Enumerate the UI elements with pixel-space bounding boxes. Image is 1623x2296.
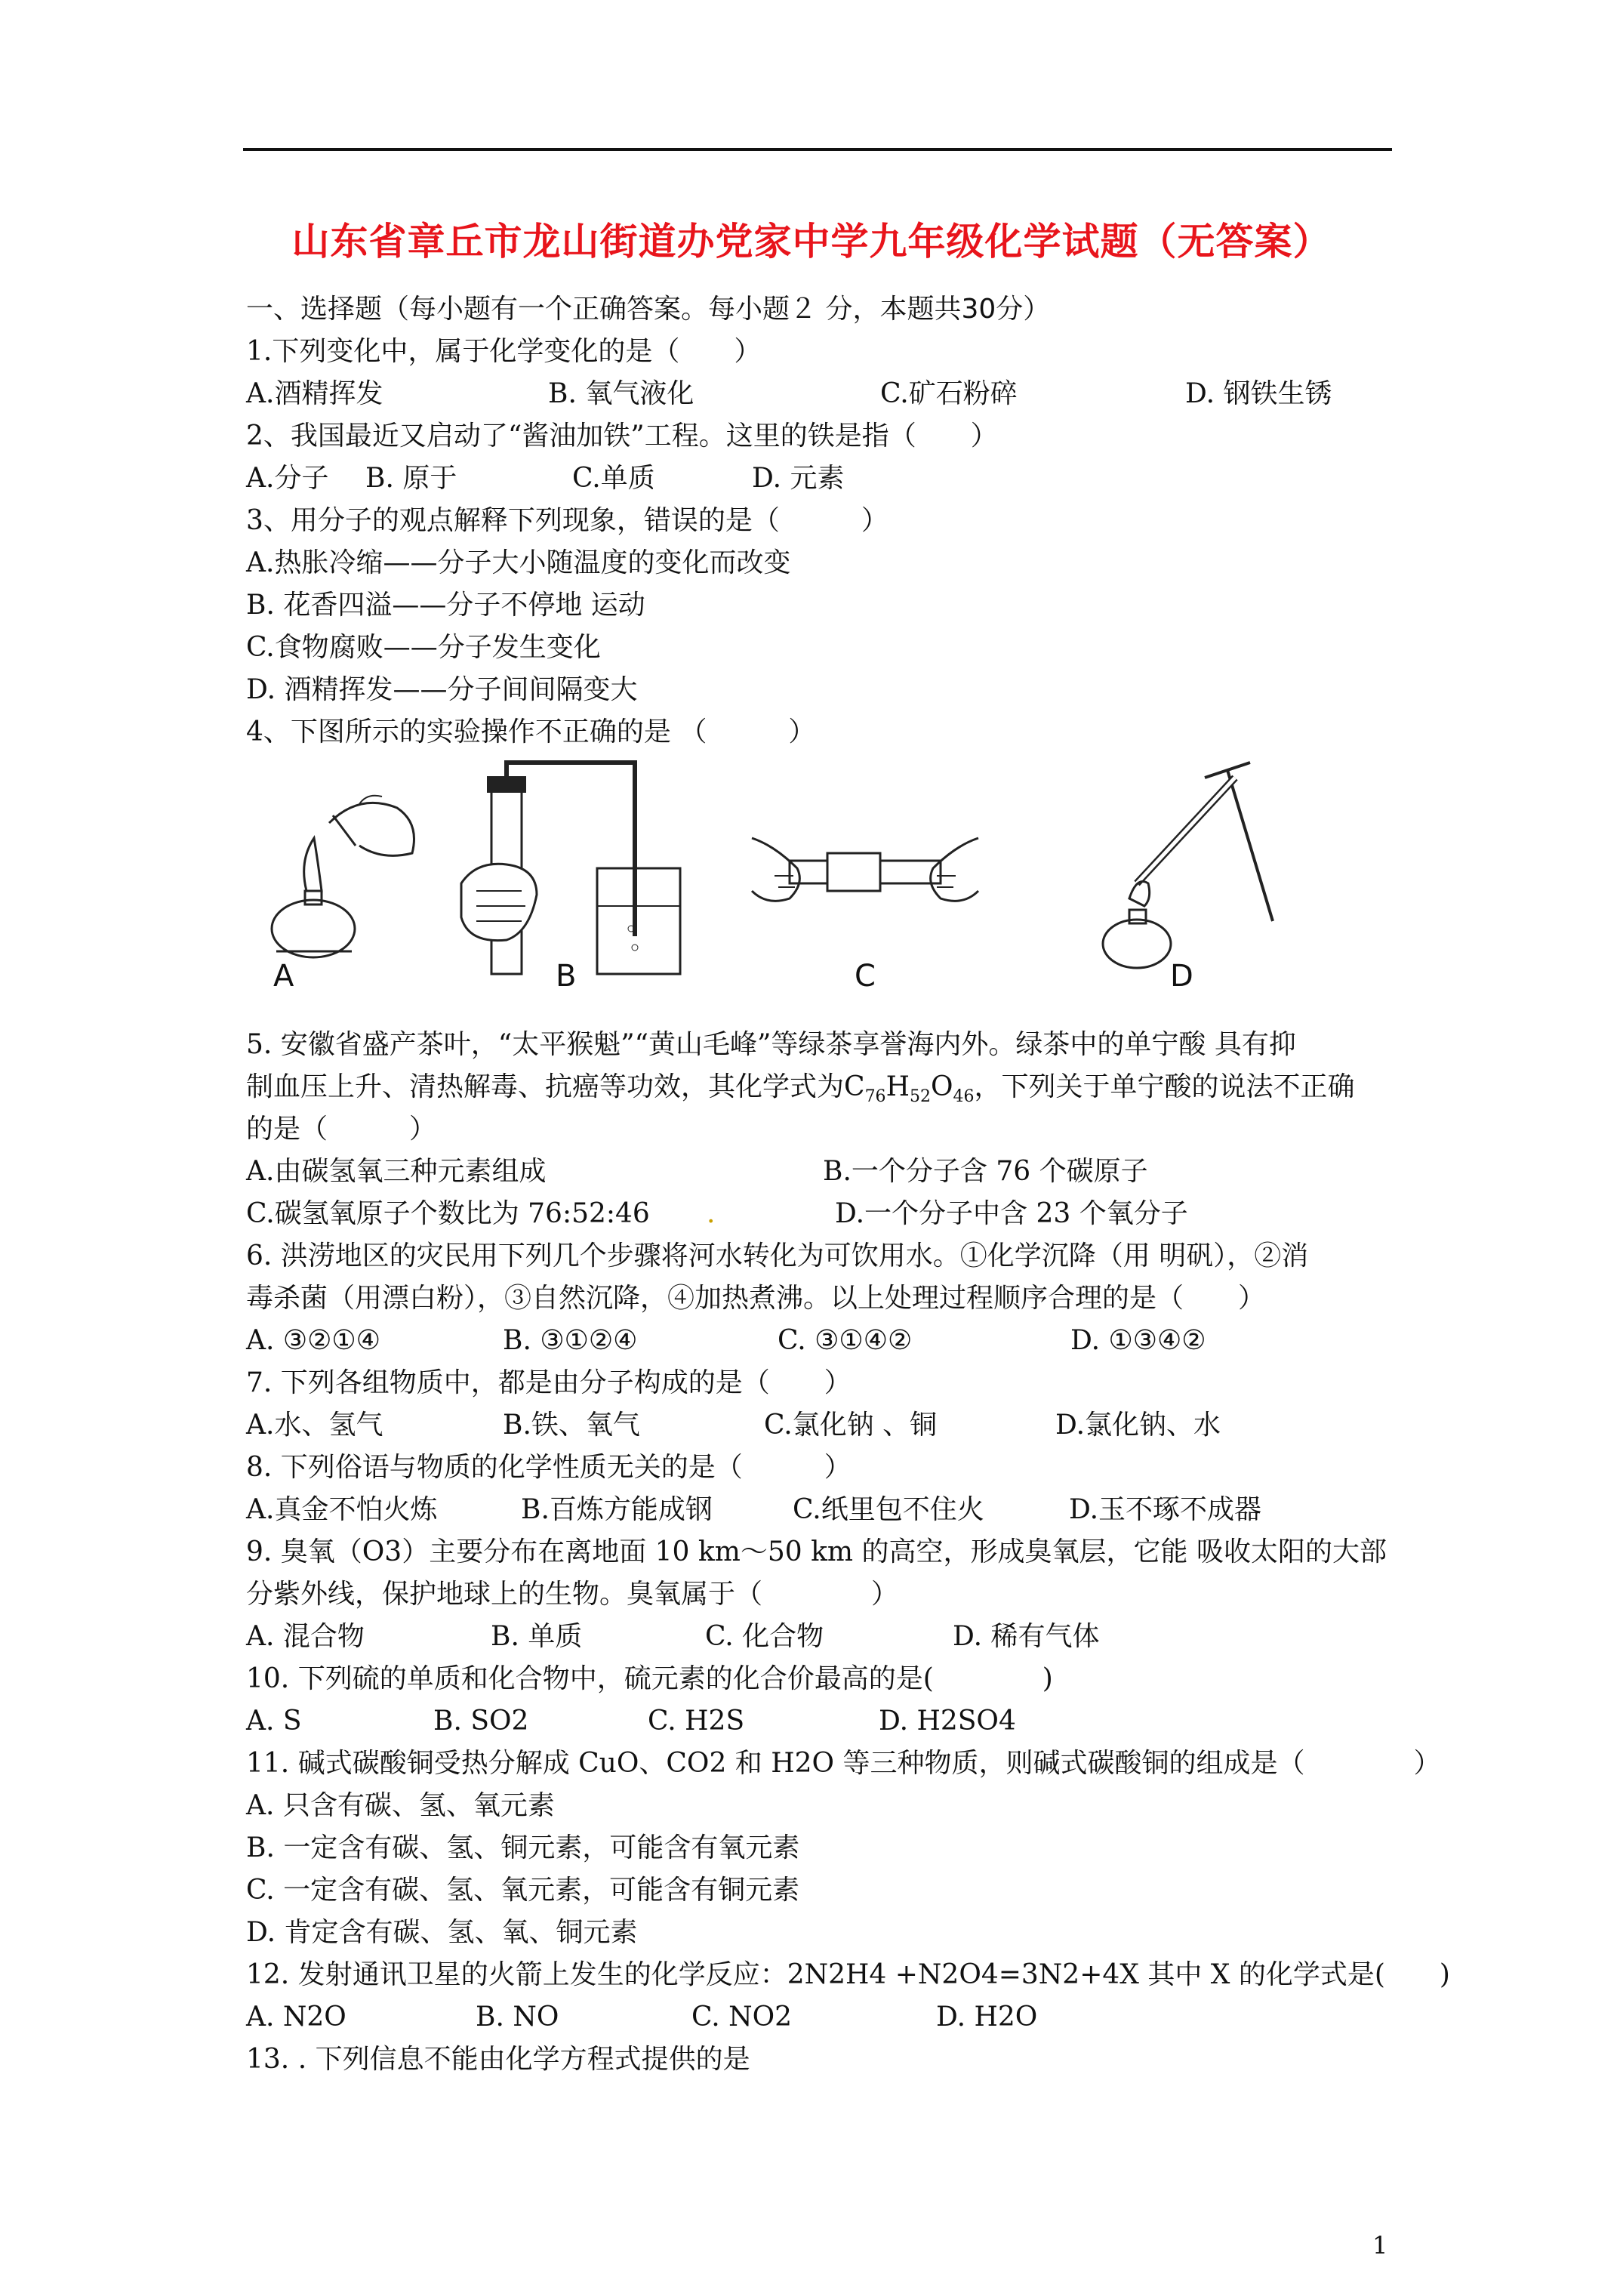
question-8-stem: 8. 下列俗语与物质的化学性质无关的是（ ） [246, 1452, 852, 1483]
figure-label-b: B [556, 959, 577, 994]
q11-option-b: B. 一定含有碳、氢、铜元素，可能含有氧元素 [246, 1832, 800, 1863]
q3-option-a: A.热胀冷缩——分子大小随温度的变化而改变 [246, 547, 791, 578]
q11-option-c: C. 一定含有碳、氢、氧元素，可能含有铜元素 [246, 1875, 800, 1906]
page-title: 山东省章丘市龙山街道办党家中学九年级化学试题（无答案） [291, 220, 1332, 264]
q9-option-b: B. 单质 [491, 1621, 583, 1652]
q5-option-c: C.碳氢氧原子个数比为 76:52:46 [246, 1198, 650, 1229]
q6-option-b: B. ③①②④ [503, 1325, 638, 1356]
header-rule [243, 148, 1392, 151]
question-5-line-2: 制血压上升、清热解毒、抗癌等功效，其化学式为$C_{76}H_{52}O_{46}$，下列关于单宁酸的说法不正确 [246, 1071, 1355, 1106]
q2-option-c: C.单质 [572, 463, 655, 494]
q8-option-b: B.百炼方能成钢 [521, 1494, 713, 1525]
q1-option-a: A.酒精挥发 [246, 378, 383, 409]
q1-option-b: B. 氧气液化 [548, 378, 694, 409]
q3-option-b: B. 花香四溢——分子不停地 运动 [246, 590, 645, 621]
figure-label-d: D [1170, 959, 1193, 994]
q2-option-d: D. 元素 [752, 463, 845, 494]
page-number: 1 [1372, 2231, 1388, 2260]
q6-option-c: C. ③①④② [778, 1325, 913, 1356]
q7-option-c: C.氯化钠 、铜 [764, 1410, 938, 1441]
question-3-stem: 3、用分子的观点解释下列现象，错误的是（ ） [246, 505, 888, 536]
figure-a-alcohol-lamp [246, 770, 442, 966]
q9-option-a: A. 混合物 [246, 1621, 365, 1652]
q5-option-a: A.由碳氢氧三种元素组成 [246, 1156, 547, 1187]
question-6-line-2: 毒杀菌（用漂白粉），③自然沉降，④加热煮沸。以上处理过程顺序合理的是（ ） [246, 1283, 1266, 1314]
question-4-stem: 4、下图所示的实验操作不正确的是 （ ） [246, 717, 816, 747]
q1-option-d: D. 钢铁生锈 [1185, 378, 1332, 409]
question-5-line-1: 5. 安徽省盛产茶叶，“太平猴魁”“黄山毛峰”等绿茶享誉海内外。绿茶中的单宁酸 具有抑 [246, 1029, 1296, 1060]
q2-option-b: B. 原于 [365, 463, 457, 494]
figure-d-heating-test-tube [1076, 747, 1318, 989]
figure-b-airtightness-check [454, 755, 695, 982]
q12-option-d: D. H2O [936, 2002, 1038, 2032]
question-12-stem: 12. 发射通讯卫星的火箭上发生的化学反应：2N2H4 +N2O4=3N2+4X 其中 X 的化学式是( ) [246, 1959, 1450, 1990]
question-13-stem: 13. . 下列信息不能由化学方程式提供的是 [246, 2044, 750, 2075]
q7-option-b: B.铁、氧气 [503, 1410, 640, 1441]
question-9-line-2: 分紫外线，保护地球上的生物。臭氧属于（ ） [246, 1579, 899, 1610]
q7-option-a: A.水、氢气 [246, 1410, 383, 1441]
q6-option-d: D. ①③④② [1070, 1325, 1206, 1356]
question-11-stem: 11. 碱式碳酸铜受热分解成 CuO、CO2 和 H2O 等三种物质，则碱式碳酸铜的组成是（ ） [246, 1748, 1441, 1779]
q8-option-a: A.真金不怕火炼 [246, 1494, 438, 1525]
section-heading: 一、选择题（每小题有一个正确答案。每小题２ 分，本题共30分） [246, 294, 1051, 325]
q2-option-a: A.分子 [246, 463, 329, 494]
q5-stray-dot: . [707, 1198, 716, 1229]
q9-option-c: C. 化合物 [705, 1621, 824, 1652]
q10-option-a: A. S [246, 1706, 302, 1737]
q10-option-d: D. H2SO4 [879, 1706, 1016, 1737]
question-10-stem: 10. 下列硫的单质和化合物中，硫元素的化合价最高的是( ) [246, 1663, 1053, 1694]
figure-label-c: C [855, 959, 876, 994]
q1-option-c: C.矿石粉碎 [880, 378, 1018, 409]
q12-option-b: B. NO [476, 2002, 559, 2032]
question-6-line-1: 6. 洪涝地区的灾民用下列几个步骤将河水转化为可饮用水。①化学沉降（用 明矾），②消 [246, 1240, 1309, 1271]
q11-option-d: D. 肯定含有碳、氢、氧、铜元素 [246, 1917, 638, 1948]
question-7-stem: 7. 下列各组物质中，都是由分子构成的是（ ） [246, 1367, 852, 1398]
q5-option-d: D.一个分子中含 23 个氧分子 [835, 1198, 1188, 1229]
q12-option-c: C. NO2 [691, 2002, 793, 2032]
q9-option-d: D. 稀有气体 [953, 1621, 1100, 1652]
formula: $C_{76}H_{52}O_{46}$ [844, 1071, 975, 1106]
q11-option-a: A. 只含有碳、氢、氧元素 [246, 1790, 555, 1821]
q8-option-c: C.纸里包不住火 [793, 1494, 984, 1525]
q5-option-b: B.一个分子含 76 个碳原子 [823, 1156, 1148, 1187]
q10-option-b: B. SO2 [433, 1706, 529, 1737]
q3-option-c: C.食物腐败——分子发生变化 [246, 632, 601, 663]
figure-label-a: A [273, 959, 294, 994]
lab-figures [246, 755, 1303, 1004]
question-5-line-3: 的是（ ） [246, 1114, 437, 1145]
q10-option-c: C. H2S [648, 1706, 745, 1737]
question-2-stem: 2、我国最近又启动了“酱油加铁”工程。这里的铁是指（ ） [246, 421, 998, 451]
question-1-stem: 1.下列变化中，属于化学变化的是（ ） [246, 336, 762, 367]
q8-option-d: D.玉不琢不成器 [1069, 1494, 1262, 1525]
question-9-line-1: 9. 臭氧（O3）主要分布在离地面 10 km～50 km 的高空，形成臭氧层，它能 吸收太阳的大部 [246, 1536, 1387, 1567]
q7-option-d: D.氯化钠、水 [1055, 1410, 1221, 1441]
q12-option-a: A. N2O [246, 2002, 346, 2032]
figure-c-tube-in-hands [744, 800, 986, 951]
q6-option-a: A. ③②①④ [246, 1325, 380, 1356]
q3-option-d: D. 酒精挥发——分子间间隔变大 [246, 674, 638, 705]
